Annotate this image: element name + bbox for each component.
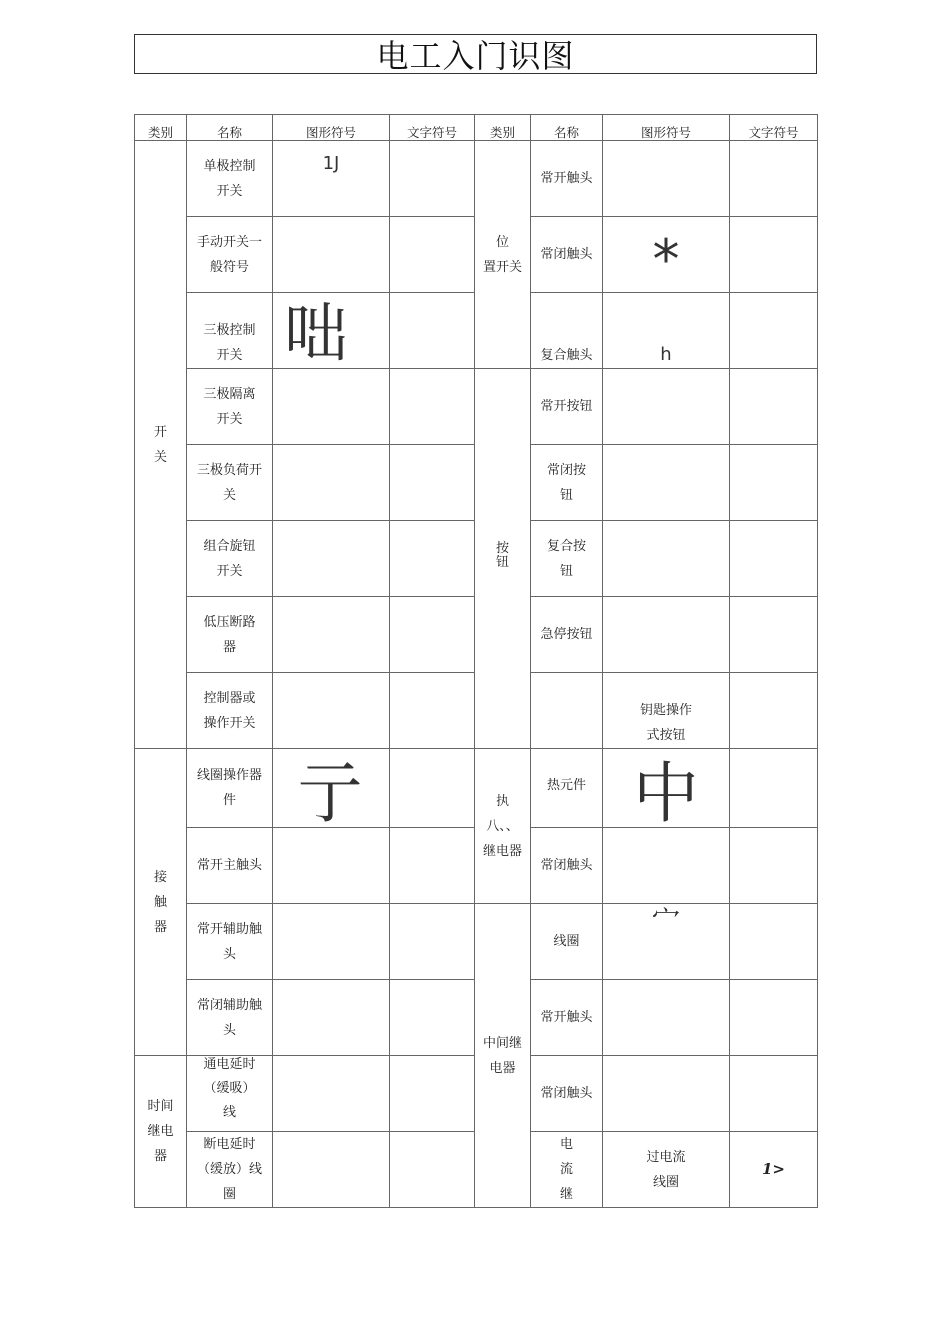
- item-name: 常闭触头: [531, 1056, 603, 1132]
- text-symbol: [730, 445, 818, 521]
- item-name: 线圈: [531, 904, 603, 980]
- graphic-symbol: [273, 828, 390, 904]
- category-thermal-relay: 执 八、、 继电器: [475, 749, 531, 904]
- item-name: 低压断路 器: [187, 597, 273, 673]
- item-name: 复合触头: [531, 293, 603, 369]
- item-name: 三极控制 开关: [187, 293, 273, 369]
- graphic-symbol: [603, 597, 730, 673]
- text-symbol: [730, 217, 818, 293]
- text-symbol: [390, 1132, 475, 1208]
- page-title: 电工入门识图: [376, 37, 575, 75]
- item-name: 常闭按 钮: [531, 445, 603, 521]
- header-category: 类别: [135, 115, 187, 141]
- graphic-symbol: 亍: [273, 749, 390, 828]
- header-text-symbol: 文字符号: [730, 115, 818, 141]
- graphic-symbol: [273, 673, 390, 749]
- item-name: 单极控制 开关: [187, 141, 273, 217]
- header-category: 类别: [475, 115, 531, 141]
- text-symbol: [730, 293, 818, 369]
- header-graphic-symbol: 图形符号: [273, 115, 390, 141]
- item-name: 急停按钮: [531, 597, 603, 673]
- graphic-symbol: [273, 597, 390, 673]
- graphic-symbol: 咄: [273, 293, 390, 369]
- graphic-symbol: [273, 217, 390, 293]
- item-name: 组合旋钮 开关: [187, 521, 273, 597]
- text-symbol: [390, 445, 475, 521]
- item-name: 常开按钮: [531, 369, 603, 445]
- item-name: 手动开关一 般符号: [187, 217, 273, 293]
- graphic-symbol: 1J: [273, 141, 390, 217]
- table-row: [135, 141, 818, 217]
- graphic-symbol: 1>: [730, 1132, 818, 1208]
- item-name: 钥匙操作 式按钮: [603, 673, 730, 749]
- graphic-symbol: [730, 673, 818, 749]
- text-symbol: [390, 980, 475, 1056]
- text-symbol: [390, 141, 475, 217]
- header-row: [135, 115, 818, 141]
- text-symbol: [390, 521, 475, 597]
- item-name: 三极隔离 开关: [187, 369, 273, 445]
- text-symbol: [730, 521, 818, 597]
- graphic-symbol: 中: [603, 749, 730, 828]
- header-name: 名称: [187, 115, 273, 141]
- item-name: 常开触头: [531, 980, 603, 1056]
- category-intermediate-relay: 中间继 电器: [475, 904, 531, 1208]
- graphic-symbol: [273, 904, 390, 980]
- text-symbol: [730, 749, 818, 828]
- text-symbol: [730, 141, 818, 217]
- item-name: 常闭触头: [531, 828, 603, 904]
- text-symbol: [390, 369, 475, 445]
- item-name: 过电流 线圈: [603, 1132, 730, 1208]
- table-row: [135, 749, 818, 828]
- item-name: 常开辅助触 头: [187, 904, 273, 980]
- text-symbol: [730, 904, 818, 980]
- text-symbol: [390, 904, 475, 980]
- table-row: [135, 369, 818, 445]
- graphic-symbol: 宀: [603, 904, 730, 980]
- category-position-switch: 位 置开关: [475, 141, 531, 369]
- item-name: 常开主触头: [187, 828, 273, 904]
- graphic-symbol: [603, 828, 730, 904]
- text-symbol: [730, 369, 818, 445]
- text-symbol: [390, 597, 475, 673]
- item-name: 常闭辅助触 头: [187, 980, 273, 1056]
- header-name: 名称: [531, 115, 603, 141]
- graphic-symbol: [273, 521, 390, 597]
- text-symbol: [390, 749, 475, 828]
- text-symbol: [730, 1056, 818, 1132]
- graphic-symbol: *: [603, 217, 730, 293]
- header-graphic-symbol: 图形符号: [603, 115, 730, 141]
- item-name: 常闭触头: [531, 217, 603, 293]
- table-row: [135, 904, 818, 980]
- title-box: [134, 34, 817, 74]
- text-symbol: [390, 293, 475, 369]
- symbol-table: [134, 114, 818, 1208]
- graphic-symbol: [603, 980, 730, 1056]
- text-symbol: [390, 217, 475, 293]
- text-symbol: [730, 597, 818, 673]
- item-name: 三极负荷开 关: [187, 445, 273, 521]
- category-contactor: 接 触 器: [135, 749, 187, 1056]
- header-text-symbol: 文字符号: [390, 115, 475, 141]
- item-name: 控制器或 操作开关: [187, 673, 273, 749]
- item-name: 线圈操作器 件: [187, 749, 273, 828]
- category-switch: 开 关: [135, 141, 187, 749]
- graphic-symbol: [273, 1132, 390, 1208]
- graphic-symbol: [603, 1056, 730, 1132]
- text-symbol: [390, 1056, 475, 1132]
- graphic-symbol: [273, 1056, 390, 1132]
- graphic-symbol: [603, 369, 730, 445]
- graphic-symbol: [603, 445, 730, 521]
- graphic-symbol: [273, 980, 390, 1056]
- item-name: 复合按 钮: [531, 521, 603, 597]
- item-name: 常开触头: [531, 141, 603, 217]
- item-name: 通电延时 （缓吸） 线: [187, 1056, 273, 1132]
- graphic-symbol: [603, 141, 730, 217]
- blank-category-cell: [531, 673, 603, 749]
- graphic-symbol: [603, 521, 730, 597]
- text-symbol: [730, 828, 818, 904]
- category-time-relay: 时间 继电 器: [135, 1056, 187, 1208]
- graphic-symbol: [273, 445, 390, 521]
- text-symbol: [730, 980, 818, 1056]
- category-button: 按 钮: [475, 369, 531, 749]
- graphic-symbol: h: [603, 293, 730, 369]
- text-symbol: [390, 673, 475, 749]
- item-name: 断电延时 （缓放）线 圈: [187, 1132, 273, 1208]
- item-name: 热元件: [531, 749, 603, 828]
- graphic-symbol: [273, 369, 390, 445]
- text-symbol: [390, 828, 475, 904]
- category-current-relay: 电 流 继: [531, 1132, 603, 1208]
